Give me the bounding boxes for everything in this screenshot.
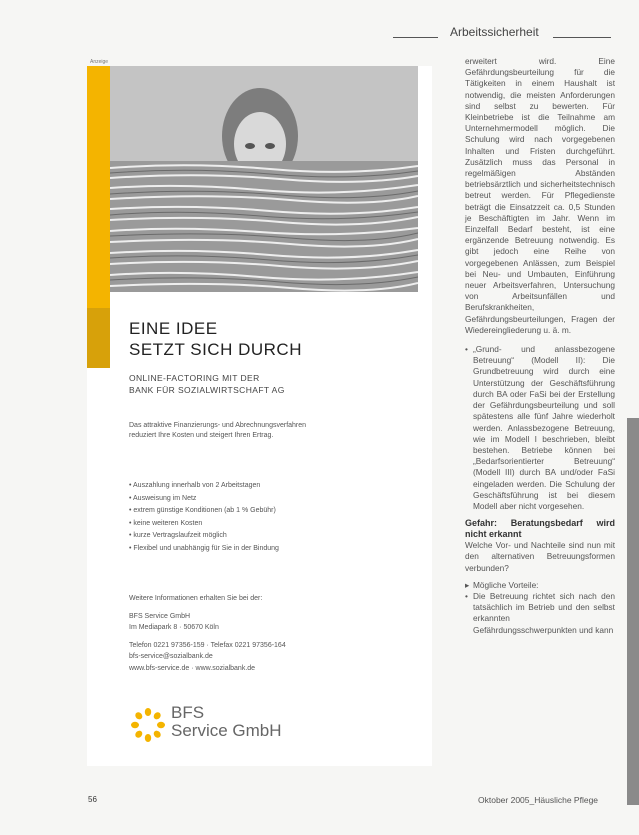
article-paragraph: erweitert wird. Eine Gefährdungsbeurteilung für die Tätigkeiten in einem Haushalt ist notwendig, die meisten Anforderungen sind selbst zu bewerten. Für Kleinbetriebe ist die Teilnahme am Unternehmermodell möglich. Die Schulung wird nach vorgegebenen Inhalten und Fristen durchgeführt. Zusätzlich muss das Personal in regelmäßigen Abständen betriebsärztlich und sicherheitstechnisch betreut werden. Für Pflegedienste beträgt die Einsatzzeit ca. 0,5 Stunden je Beschäftigten im Jahr. Wenn im Einzelfall Bedarf besteht, ist eine ergänzende Betreuung notwendig. Es gibt jedoch eine Reihe von vorgegebenen Anlässen, zum Beispiel bei Neu- und Umbauten, Einführung neuer Arbeitsverfahren, Untersuchung von Arbeitsunfällen und Berufskrankheiten, Gefährdungsbeurteilungen, Fragen der Wiedereingliederung u. ä. m. <box>465 56 615 335</box>
issue-label: Oktober 2005_Häusliche Pflege <box>478 795 599 805</box>
list-item: • Auszahlung innerhalb von 2 Arbeitstagen <box>129 480 279 493</box>
ad-feature-list <box>129 480 279 555</box>
ad-accent-bar-dark <box>87 308 110 368</box>
section-title: Arbeitssicherheit <box>450 25 539 39</box>
contact-address: Im Mediapark 8 · 50670 Köln <box>129 624 219 631</box>
list-item: • kurze Vertragslaufzeit möglich <box>129 530 279 543</box>
logo-line1: BFS <box>171 703 205 722</box>
ad-subhead <box>129 372 285 396</box>
article-list <box>465 344 615 512</box>
woman-behind-files-image <box>110 66 418 292</box>
header-rule-right <box>553 37 611 38</box>
bfs-logo-text <box>171 704 282 740</box>
ad-subhead-line2: BANK FÜR SOZIALWIRTSCHAFT AG <box>129 385 285 395</box>
bfs-logo-icon <box>131 708 165 742</box>
ad-subhead-line1: ONLINE-FACTORING MIT DER <box>129 373 260 383</box>
ad-headline-line1: EINE IDEE <box>129 319 218 338</box>
list-item: ▸ Mögliche Vorteile: <box>473 580 615 591</box>
ad-headline-line2: SETZT SICH DURCH <box>129 340 302 359</box>
advertisement <box>87 66 432 766</box>
article-subheading: Gefahr: Beratungsbedarf wird nicht erkannt <box>465 518 615 540</box>
page-number: 56 <box>88 795 97 804</box>
article-column <box>465 56 615 636</box>
ad-label: Anzeige <box>90 59 109 65</box>
ad-contact-block <box>129 593 399 674</box>
page-edge-shadow <box>627 418 639 805</box>
list-item: • „Grund- und anlassbezogene Betreuung“ (Modell II): Die Grundbetreuung wird durch eine Unterstützung der Geschäftsführung durch BA oder FaSi bei der Erstellung der Gefährdungsbeurteilung und soll spätestens alle fünf Jahre wiederholt werden. Anlassbezogene Betreuung, wie im Modell I beschrieben, bleibt bestehen. Betriebe können bei „Bedarfsorientierter Betreuung“ (Modell III) durch BA und/oder FaSi eingeladen werden. Die Schulung der Geschäftsführung ist bei diesem Modell aber nicht vorgesehen. <box>473 344 615 512</box>
contact-phone: Telefon 0221 97356-159 · Telefax 0221 97356-164 <box>129 641 286 649</box>
ad-intro-text: Das attraktive Finanzierungs- und Abrechnungsverfahren reduziert Ihre Kosten und steigert Ihren Ertrag. <box>129 422 307 439</box>
ad-accent-bar <box>87 66 110 308</box>
article-paragraph: Welche Vor- und Nachteile sind nun mit den alternativen Betreuungsformen verbunden? <box>465 540 615 573</box>
contact-email[interactable]: bfs-service@sozialbank.de <box>129 653 213 660</box>
contact-intro: Weitere Informationen erhalten Sie bei der: <box>129 595 263 602</box>
contact-company: BFS Service GmbH <box>129 612 191 620</box>
contact-web[interactable]: www.bfs-service.de · www.sozialbank.de <box>129 664 256 672</box>
list-item: • Flexibel und unabhängig für Sie in der Bindung <box>129 543 279 556</box>
logo-line2: Service GmbH <box>171 721 282 740</box>
ad-photo <box>110 66 418 292</box>
list-item: • keine weiteren Kosten <box>129 518 279 531</box>
list-item: • Ausweisung im Netz <box>129 493 279 506</box>
header-rule-left <box>393 37 438 38</box>
list-item: • Die Betreuung richtet sich nach den tatsächlich im Betrieb und den selbst erkannten Gefährdungsschwerpunkten und kann <box>473 591 615 636</box>
article-list <box>465 580 615 636</box>
ad-headline <box>129 318 302 360</box>
list-item: • extrem günstige Konditionen (ab 1 % Gebühr) <box>129 505 279 518</box>
